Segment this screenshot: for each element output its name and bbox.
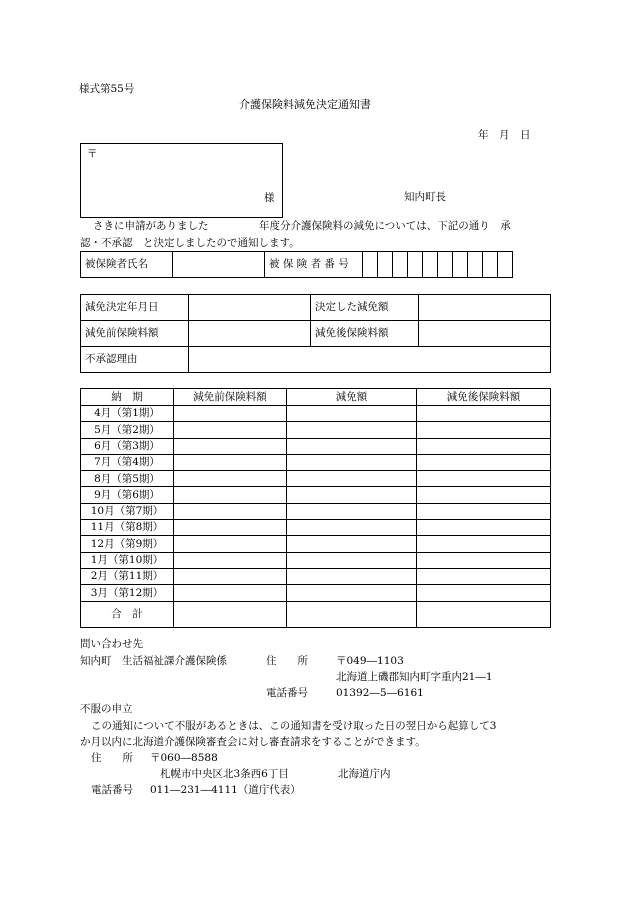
insured-number-digit <box>498 252 513 278</box>
body-text-2: 認・不承認 と決定しましたので通知します。 <box>80 237 300 249</box>
period-label: 9月（第6期） <box>81 487 174 503</box>
table-row <box>81 454 551 470</box>
table-cell <box>287 422 417 438</box>
before-premium-header: 減免前保険料額 <box>174 389 287 406</box>
date-line: 年 月 日 <box>478 129 531 141</box>
before-premium-cell <box>189 321 311 347</box>
table-cell <box>287 568 417 584</box>
period-label: 2月（第11期） <box>81 568 174 584</box>
table-row <box>81 503 551 519</box>
document-title: 介護保険料減免決定通知書 <box>239 98 371 111</box>
contact-address: 北海道上磯郡知内町字重内21―1 <box>336 671 493 683</box>
table-cell <box>417 552 551 568</box>
body-text-1a: さきに申請がありました <box>93 220 209 232</box>
appeal-phone: 011―231―4111（道庁代表） <box>150 784 301 796</box>
appeal-heading: 不服の申立 <box>80 703 133 715</box>
period-label: 1月（第10期） <box>81 552 174 568</box>
period-label: 6月（第3期） <box>81 438 174 454</box>
period-label: 7月（第4期） <box>81 454 174 470</box>
table-cell <box>287 406 417 422</box>
table-cell <box>174 454 287 470</box>
period-label: 4月（第1期） <box>81 406 174 422</box>
table-row <box>81 438 551 454</box>
table-cell <box>174 422 287 438</box>
table-cell <box>287 552 417 568</box>
table-cell <box>417 422 551 438</box>
decision-date-cell <box>189 295 311 321</box>
appeal-text-1: この通知について不服があるときは、この通知書を受け取った日の翌日から起算して3 <box>91 720 497 732</box>
appeal-address-label: 住 所 <box>91 752 133 764</box>
appeal-address: 札幌市中央区北3条西6丁目 <box>160 768 289 780</box>
insured-number-digit <box>378 252 393 278</box>
insured-number-digit <box>393 252 408 278</box>
table-row <box>81 487 551 503</box>
appeal-office: 北海道庁内 <box>338 768 391 780</box>
period-header: 納 期 <box>81 389 174 406</box>
after-premium-label: 減免後保険料額 <box>311 321 419 347</box>
table-row <box>81 471 551 487</box>
table-cell <box>287 601 417 627</box>
table-cell <box>174 601 287 627</box>
after-premium-header: 減免後保険料額 <box>417 389 551 406</box>
body-text-1b: 年度分介護保険料の減免については、下記の通り 承 <box>259 220 511 232</box>
table-row <box>81 585 551 601</box>
period-label: 11月（第8期） <box>81 520 174 536</box>
table-cell <box>417 454 551 470</box>
insured-number-digit <box>423 252 438 278</box>
table-row <box>81 422 551 438</box>
reduction-header: 減免額 <box>287 389 417 406</box>
table-row <box>81 520 551 536</box>
table-cell <box>417 487 551 503</box>
table-cell <box>287 503 417 519</box>
table-cell <box>287 454 417 470</box>
after-premium-cell <box>419 321 551 347</box>
insured-number-digit <box>363 252 378 278</box>
before-premium-label: 減免前保険料額 <box>81 321 189 347</box>
table-cell <box>174 406 287 422</box>
table-cell <box>287 487 417 503</box>
decision-date-label: 減免決定年月日 <box>81 295 189 321</box>
table-cell <box>287 536 417 552</box>
period-table <box>80 388 551 628</box>
insured-number-digit <box>438 252 453 278</box>
table-cell <box>287 438 417 454</box>
address-box <box>80 143 283 218</box>
issuer: 知内町長 <box>404 191 446 203</box>
table-cell <box>287 585 417 601</box>
decided-amount-cell <box>419 295 551 321</box>
table-cell <box>417 585 551 601</box>
contact-phone: 01392―5―6161 <box>336 687 424 699</box>
table-cell <box>174 536 287 552</box>
insured-number-label: 被 保 険 者 番 号 <box>265 252 363 278</box>
table-cell <box>174 585 287 601</box>
appeal-text-2: か月以内に北海道介護保険審査会に対し審査請求をすることができます。 <box>80 736 426 748</box>
period-label: 5月（第2期） <box>81 422 174 438</box>
appeal-postal: 〒060―8588 <box>150 752 218 764</box>
table-cell <box>417 536 551 552</box>
period-label: 10月（第7期） <box>81 503 174 519</box>
decision-table <box>80 294 551 373</box>
table-cell <box>417 406 551 422</box>
table-cell <box>417 503 551 519</box>
period-label: 3月（第12期） <box>81 585 174 601</box>
insured-name-cell <box>173 252 265 278</box>
insured-name-label: 被保険者氏名 <box>81 252 173 278</box>
table-cell <box>417 568 551 584</box>
contact-heading: 問い合わせ先 <box>80 638 143 650</box>
insured-number-digit <box>483 252 498 278</box>
insured-number-digit <box>453 252 468 278</box>
table-row <box>81 568 551 584</box>
contact-postal: 〒049―1103 <box>336 655 404 667</box>
table-cell <box>174 520 287 536</box>
postal-mark: 〒 <box>87 148 98 160</box>
contact-phone-label: 電話番号 <box>266 687 308 699</box>
decided-amount-label: 決定した減免額 <box>311 295 419 321</box>
table-cell <box>417 601 551 627</box>
table-row <box>81 536 551 552</box>
table-cell <box>417 438 551 454</box>
table-cell <box>287 471 417 487</box>
total-label: 合 計 <box>81 601 174 627</box>
period-label: 8月（第5期） <box>81 471 174 487</box>
table-row <box>81 552 551 568</box>
insured-table <box>80 251 513 278</box>
insured-number-digit <box>408 252 423 278</box>
contact-address-label: 住 所 <box>266 655 308 667</box>
honorific: 様 <box>264 192 275 204</box>
period-label: 12月（第9期） <box>81 536 174 552</box>
appeal-phone-label: 電話番号 <box>91 784 133 796</box>
table-cell <box>174 438 287 454</box>
insured-number-digit <box>468 252 483 278</box>
table-cell <box>174 487 287 503</box>
table-cell <box>174 503 287 519</box>
table-cell <box>417 471 551 487</box>
rejection-reason-label: 不承認理由 <box>81 347 189 373</box>
form-number: 様式第55号 <box>79 83 135 95</box>
rejection-reason-cell <box>189 347 551 373</box>
contact-department: 知内町 生活福祉課介護保険係 <box>80 655 227 667</box>
table-cell <box>174 552 287 568</box>
table-row <box>81 406 551 422</box>
table-cell <box>417 520 551 536</box>
table-cell <box>174 568 287 584</box>
table-cell <box>287 520 417 536</box>
table-cell <box>174 471 287 487</box>
